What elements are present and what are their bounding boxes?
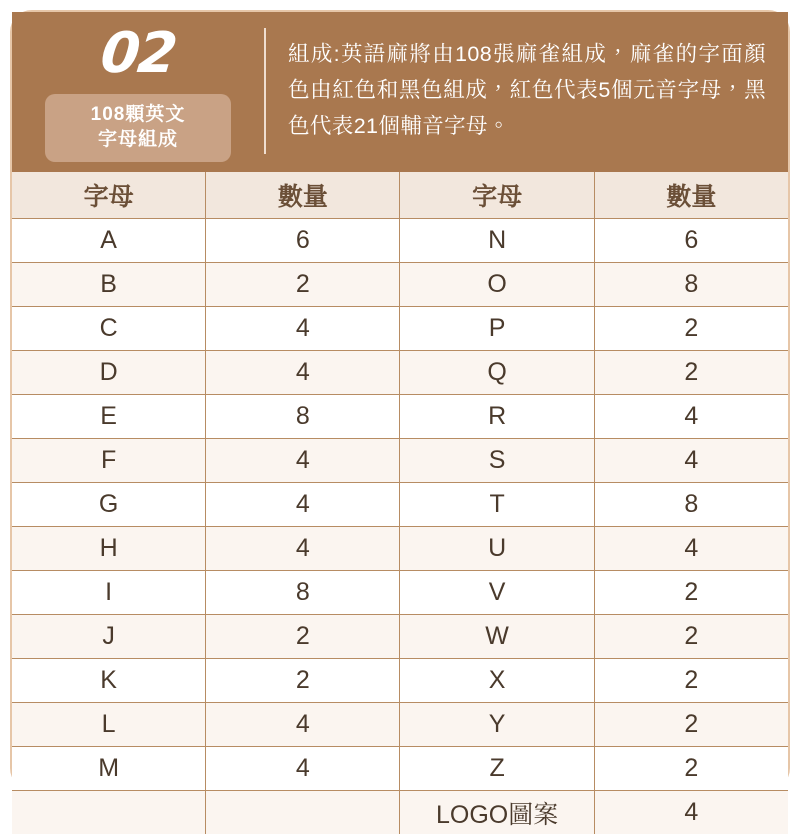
cell-count-left: 4	[206, 483, 400, 527]
cell-count-right: 6	[594, 219, 788, 263]
header-left-block	[12, 12, 264, 162]
cell-letter-right: Y	[400, 703, 594, 747]
cell-letter-left: M	[12, 747, 206, 791]
cell-letter-left: B	[12, 263, 206, 307]
cell-count-right: 2	[594, 703, 788, 747]
cell-count-left-empty	[206, 791, 400, 834]
table-row	[12, 703, 788, 747]
cell-count-left: 4	[206, 439, 400, 483]
table-row	[12, 791, 788, 834]
table-row	[12, 263, 788, 307]
cell-letter-right: S	[400, 439, 594, 483]
cell-letter-right: V	[400, 571, 594, 615]
cell-letter-right: T	[400, 483, 594, 527]
cell-count-right: 8	[594, 483, 788, 527]
cell-letter-right: R	[400, 395, 594, 439]
cell-letter-left: C	[12, 307, 206, 351]
table-row	[12, 571, 788, 615]
cell-letter-left: G	[12, 483, 206, 527]
cell-letter-right: U	[400, 527, 594, 571]
cell-count-left: 8	[206, 571, 400, 615]
cell-letter-right: P	[400, 307, 594, 351]
cell-count-left: 2	[206, 659, 400, 703]
cell-letter-left: E	[12, 395, 206, 439]
table-row	[12, 747, 788, 791]
header-letter-right: 字母	[400, 172, 594, 219]
cell-letter-right: W	[400, 615, 594, 659]
cell-letter-right: Z	[400, 747, 594, 791]
letter-table-wrap	[12, 172, 788, 834]
cell-count-left: 4	[206, 703, 400, 747]
cell-count-right: 2	[594, 615, 788, 659]
table-body	[12, 219, 788, 834]
badge-line-1: 108顆英文	[63, 102, 213, 127]
cell-count-left: 4	[206, 307, 400, 351]
cell-count-left: 8	[206, 395, 400, 439]
cell-letter-left: F	[12, 439, 206, 483]
cell-letter-left: H	[12, 527, 206, 571]
info-card	[10, 10, 790, 790]
table-row	[12, 219, 788, 263]
cell-count-left: 6	[206, 219, 400, 263]
cell-letter-left: D	[12, 351, 206, 395]
table-header-row	[12, 172, 788, 219]
table-head	[12, 172, 788, 219]
section-number: 02	[98, 26, 178, 82]
cell-letter-left: J	[12, 615, 206, 659]
cell-letter-right: O	[400, 263, 594, 307]
header-count-right: 數量	[594, 172, 788, 219]
card-header	[12, 12, 788, 172]
table-row	[12, 659, 788, 703]
badge-line-2: 字母組成	[63, 127, 213, 152]
cell-count-right: 4	[594, 527, 788, 571]
table-row	[12, 527, 788, 571]
table-row	[12, 615, 788, 659]
cell-letter-right: X	[400, 659, 594, 703]
cell-letter-left: L	[12, 703, 206, 747]
cell-count-right: 2	[594, 747, 788, 791]
cell-letter-right: Q	[400, 351, 594, 395]
cell-letter-right: N	[400, 219, 594, 263]
header-description: 組成:英語麻將由108張麻雀組成，麻雀的字面顏色由紅色和黑色組成，紅色代表5個元音字母，黑色代表21個輔音字母。	[266, 12, 788, 144]
letter-count-table	[12, 172, 788, 834]
table-row	[12, 395, 788, 439]
cell-count-left: 2	[206, 615, 400, 659]
cell-count-right: 2	[594, 351, 788, 395]
section-badge	[45, 94, 231, 162]
cell-count-left: 2	[206, 263, 400, 307]
cell-logo-label: LOGO圖案	[400, 791, 594, 834]
cell-count-right: 4	[594, 439, 788, 483]
table-row	[12, 483, 788, 527]
header-letter-left: 字母	[12, 172, 206, 219]
cell-count-right: 8	[594, 263, 788, 307]
cell-count-right: 2	[594, 659, 788, 703]
cell-letter-left: K	[12, 659, 206, 703]
cell-letter-left-empty	[12, 791, 206, 834]
cell-logo-count: 4	[594, 791, 788, 834]
cell-count-right: 2	[594, 307, 788, 351]
cell-count-right: 4	[594, 395, 788, 439]
cell-count-left: 4	[206, 351, 400, 395]
table-row	[12, 307, 788, 351]
cell-count-left: 4	[206, 527, 400, 571]
cell-count-left: 4	[206, 747, 400, 791]
cell-letter-left: I	[12, 571, 206, 615]
cell-letter-left: A	[12, 219, 206, 263]
cell-count-right: 2	[594, 571, 788, 615]
table-row	[12, 351, 788, 395]
header-count-left: 數量	[206, 172, 400, 219]
table-row	[12, 439, 788, 483]
